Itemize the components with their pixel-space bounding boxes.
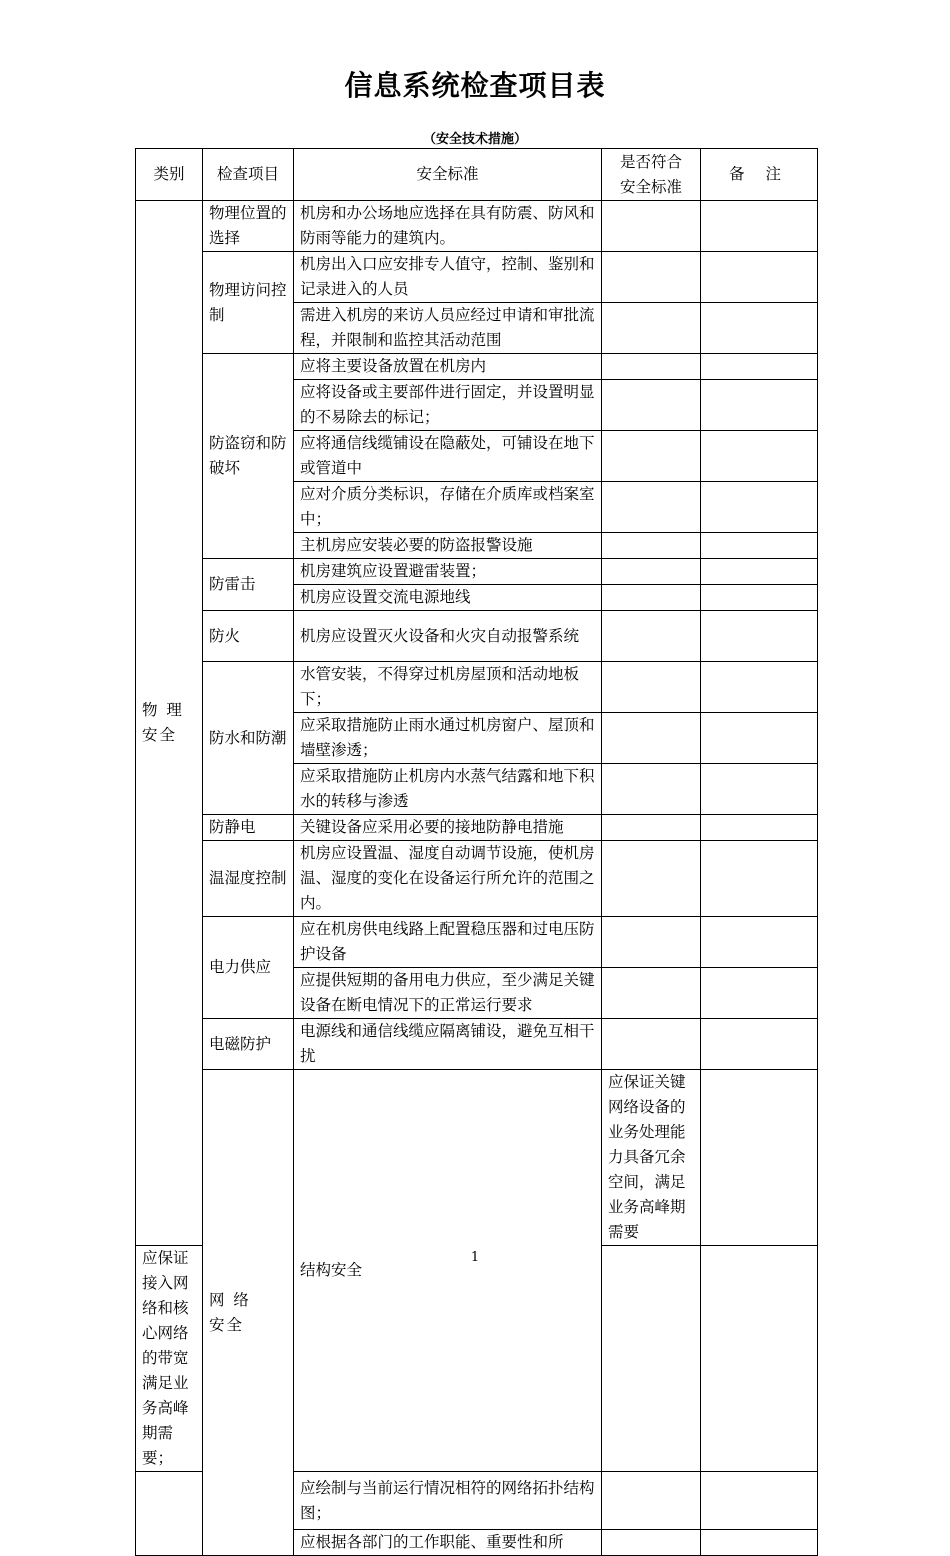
standard-cell: 应将主要设备放置在机房内 — [294, 354, 602, 380]
standard-cell: 需进入机房的来访人员应经过申请和审批流程，并限制和监控其活动范围 — [294, 303, 602, 354]
remark-cell[interactable] — [701, 252, 818, 303]
table-row — [136, 841, 818, 917]
standard-cell: 机房应设置灭火设备和火灾自动报警系统 — [294, 611, 602, 662]
remark-cell[interactable] — [701, 482, 818, 533]
compliance-cell[interactable] — [602, 354, 701, 380]
remark-cell[interactable] — [701, 303, 818, 354]
standard-cell: 应在机房供电线路上配置稳压器和过电压防护设备 — [294, 917, 602, 968]
standard-cell: 机房应设置交流电源地线 — [294, 585, 602, 611]
remark-cell[interactable] — [701, 611, 818, 662]
item-access-control: 物理访问控制 — [203, 252, 294, 354]
standard-cell: 应根据各部门的工作职能、重要性和所 — [294, 1530, 602, 1556]
standard-cell: 应将设备或主要部件进行固定，并设置明显的不易除去的标记； — [294, 380, 602, 431]
compliance-cell[interactable] — [602, 917, 701, 968]
header-item: 检查项目 — [203, 149, 294, 201]
remark-cell[interactable] — [701, 1019, 818, 1070]
standard-cell: 机房出入口应安排专人值守，控制、鉴别和记录进入的人员 — [294, 252, 602, 303]
compliance-cell[interactable] — [602, 559, 701, 585]
header-standard: 安全标准 — [294, 149, 602, 201]
inspection-table — [135, 148, 818, 1556]
compliance-cell[interactable] — [602, 841, 701, 917]
header-category: 类别 — [136, 149, 203, 201]
compliance-cell[interactable] — [602, 764, 701, 815]
item-location: 物理位置的选择 — [203, 201, 294, 252]
remark-cell[interactable] — [701, 662, 818, 713]
standard-cell: 机房建筑应设置避雷装置； — [294, 559, 602, 585]
category-network: 网 络 安全 — [203, 1070, 294, 1556]
compliance-cell[interactable] — [602, 431, 701, 482]
standard-cell: 应提供短期的备用电力供应，至少满足关键设备在断电情况下的正常运行要求 — [294, 968, 602, 1019]
remark-cell[interactable] — [701, 1530, 818, 1556]
category-physical: 物 理 安全 — [136, 201, 203, 1246]
remark-cell[interactable] — [701, 841, 818, 917]
compliance-cell[interactable] — [602, 815, 701, 841]
compliance-cell[interactable] — [602, 662, 701, 713]
header-compliant: 是否符合 安全标准 — [602, 149, 701, 201]
item-temperature: 温湿度控制 — [203, 841, 294, 917]
item-fire: 防火 — [203, 611, 294, 662]
table-row — [136, 201, 818, 252]
item-static: 防静电 — [203, 815, 294, 841]
compliance-cell[interactable] — [602, 533, 701, 559]
item-water: 防水和防潮 — [203, 662, 294, 815]
compliance-cell[interactable] — [602, 482, 701, 533]
table-row — [136, 559, 818, 585]
standard-cell: 应保证关键网络设备的业务处理能力具备冗余空间，满足业务高峰期需要 — [602, 1070, 701, 1246]
item-lightning: 防雷击 — [203, 559, 294, 611]
standard-cell: 应保证接入网络和核心网络的带宽满足业务高峰期需要； — [136, 1246, 203, 1472]
table-row — [136, 815, 818, 841]
compliance-cell[interactable] — [602, 611, 701, 662]
item-anti-theft: 防盗窃和防破坏 — [203, 354, 294, 559]
page-number: 1 — [470, 1250, 480, 1265]
standard-cell: 应采取措施防止雨水通过机房窗户、屋顶和墙壁渗透； — [294, 713, 602, 764]
item-structure: 结构安全 — [294, 1070, 602, 1472]
item-emi: 电磁防护 — [203, 1019, 294, 1070]
table-row — [136, 1070, 818, 1246]
remark-cell[interactable] — [701, 1472, 818, 1530]
compliance-cell[interactable] — [602, 380, 701, 431]
remark-cell[interactable] — [701, 713, 818, 764]
remark-cell[interactable] — [701, 431, 818, 482]
standard-cell: 电源线和通信线缆应隔离铺设，避免互相干扰 — [294, 1019, 602, 1070]
page-subtitle: （安全技术措施） — [422, 132, 527, 147]
table-row — [136, 611, 818, 662]
compliance-cell[interactable] — [602, 713, 701, 764]
remark-cell[interactable] — [701, 533, 818, 559]
remark-cell[interactable] — [701, 559, 818, 585]
compliance-cell[interactable] — [602, 303, 701, 354]
standard-cell: 水管安装，不得穿过机房屋顶和活动地板下； — [294, 662, 602, 713]
remark-cell[interactable] — [701, 764, 818, 815]
remark-cell[interactable] — [701, 201, 818, 252]
standard-cell: 机房应设置温、湿度自动调节设施，使机房温、湿度的变化在设备运行所允许的范围之内。 — [294, 841, 602, 917]
header-remark: 备 注 — [701, 149, 818, 201]
standard-cell: 关键设备应采用必要的接地防静电措施 — [294, 815, 602, 841]
item-power: 电力供应 — [203, 917, 294, 1019]
table-row — [136, 917, 818, 968]
remark-cell[interactable] — [701, 585, 818, 611]
standard-cell: 应绘制与当前运行情况相符的网络拓扑结构图； — [294, 1472, 602, 1530]
header-row — [136, 149, 818, 201]
page-title: 信息系统检查项目表 — [344, 69, 606, 102]
remark-cell[interactable] — [701, 1246, 818, 1472]
compliance-cell[interactable] — [602, 252, 701, 303]
remark-cell[interactable] — [701, 815, 818, 841]
compliance-cell[interactable] — [602, 1019, 701, 1070]
standard-cell: 应将通信线缆铺设在隐蔽处，可铺设在地下或管道中 — [294, 431, 602, 482]
remark-cell[interactable] — [701, 917, 818, 968]
compliance-cell[interactable] — [602, 968, 701, 1019]
standard-cell: 应采取措施防止机房内水蒸气结露和地下积水的转移与渗透 — [294, 764, 602, 815]
standard-cell: 主机房应安装必要的防盗报警设施 — [294, 533, 602, 559]
table-row — [136, 354, 818, 380]
table-row — [136, 252, 818, 303]
remark-cell[interactable] — [701, 380, 818, 431]
item-unnamed — [136, 1472, 203, 1556]
table-row — [136, 662, 818, 713]
remark-cell[interactable] — [701, 968, 818, 1019]
remark-cell[interactable] — [701, 354, 818, 380]
standard-cell: 应对介质分类标识，存储在介质库或档案室中； — [294, 482, 602, 533]
compliance-cell[interactable] — [602, 1472, 701, 1530]
standard-cell: 机房和办公场地应选择在具有防震、防风和防雨等能力的建筑内。 — [294, 201, 602, 252]
compliance-cell[interactable] — [701, 1070, 818, 1246]
compliance-cell[interactable] — [602, 1246, 701, 1472]
table-row — [136, 1019, 818, 1070]
compliance-cell[interactable] — [602, 585, 701, 611]
compliance-cell[interactable] — [602, 201, 701, 252]
compliance-cell[interactable] — [602, 1530, 701, 1556]
